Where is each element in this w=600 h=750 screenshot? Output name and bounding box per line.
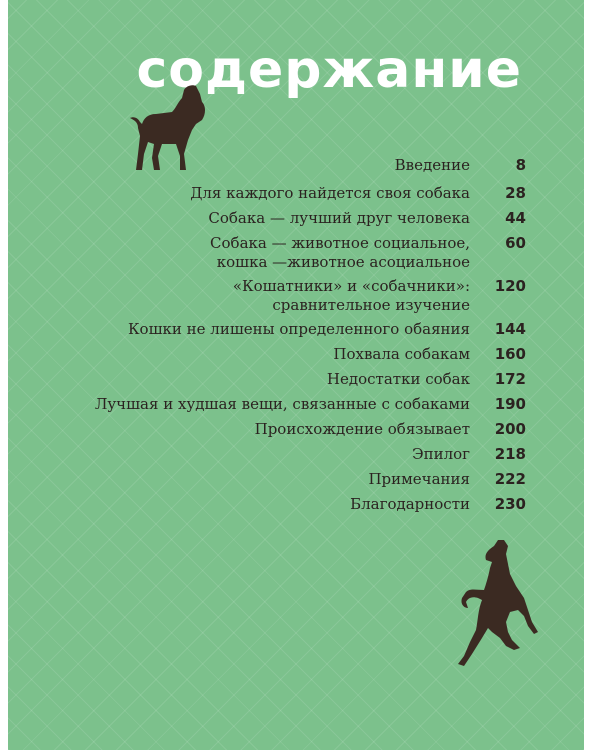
book-page	[8, 0, 584, 750]
toc-entry[interactable]	[24, 395, 584, 414]
toc-entry[interactable]	[24, 184, 584, 203]
toc-entry-title: «Кошатники» и «собачники»: сравнительное изучение	[232, 277, 470, 314]
page-title: содержание	[136, 40, 522, 100]
toc-entry-page: 8	[515, 156, 526, 174]
toc-entry[interactable]	[24, 320, 584, 339]
toc-entry[interactable]	[24, 420, 584, 439]
toc-entry-page: 222	[494, 470, 526, 488]
toc-entry-page: 120	[494, 277, 526, 295]
toc-entry-title: Похвала собакам	[333, 345, 470, 363]
toc-entry-title: Собака — лучший друг человека	[208, 209, 470, 227]
toc-entry[interactable]	[24, 345, 584, 364]
toc-entry-page: 190	[494, 395, 526, 413]
toc-entry-title: Лучшая и худшая вещи, связанные с собаками	[94, 395, 470, 413]
toc-entry-title: Введение	[394, 156, 470, 174]
toc-entry-title: Примечания	[368, 470, 470, 488]
toc-entry-page: 28	[505, 184, 526, 202]
toc-entry[interactable]	[24, 370, 584, 389]
toc-entry-title: Эпилог	[412, 445, 470, 463]
toc-entry-title: Собака — животное социальное, кошка —животное асоциальное	[210, 234, 470, 271]
toc-entry[interactable]	[24, 277, 584, 315]
toc-entry[interactable]	[24, 495, 584, 514]
toc-entry-page: 200	[494, 420, 526, 438]
toc-entry[interactable]	[24, 470, 584, 489]
toc-entry-title: Благодарности	[350, 495, 470, 513]
toc-entry[interactable]	[24, 445, 584, 464]
toc-entry-page: 144	[494, 320, 526, 338]
toc-entry-title: Для каждого найдется своя собака	[190, 184, 470, 202]
toc-entry-title: Недостатки собак	[326, 370, 470, 388]
toc-entry-title: Кошки не лишены определенного обаяния	[127, 320, 470, 338]
toc-entry[interactable]	[24, 209, 584, 228]
toc-entry-page: 218	[494, 445, 526, 463]
toc-entry-page: 60	[505, 234, 526, 252]
toc-entry-page: 230	[494, 495, 526, 513]
toc-entry-title: Происхождение обязывает	[254, 420, 470, 438]
toc-entry[interactable]	[24, 234, 584, 272]
leaping-dog-silhouette-icon	[448, 538, 544, 688]
toc-entry-page: 172	[494, 370, 526, 388]
toc-entry[interactable]	[24, 156, 584, 175]
toc-entry-page: 44	[505, 209, 526, 227]
toc-entry-page: 160	[494, 345, 526, 363]
